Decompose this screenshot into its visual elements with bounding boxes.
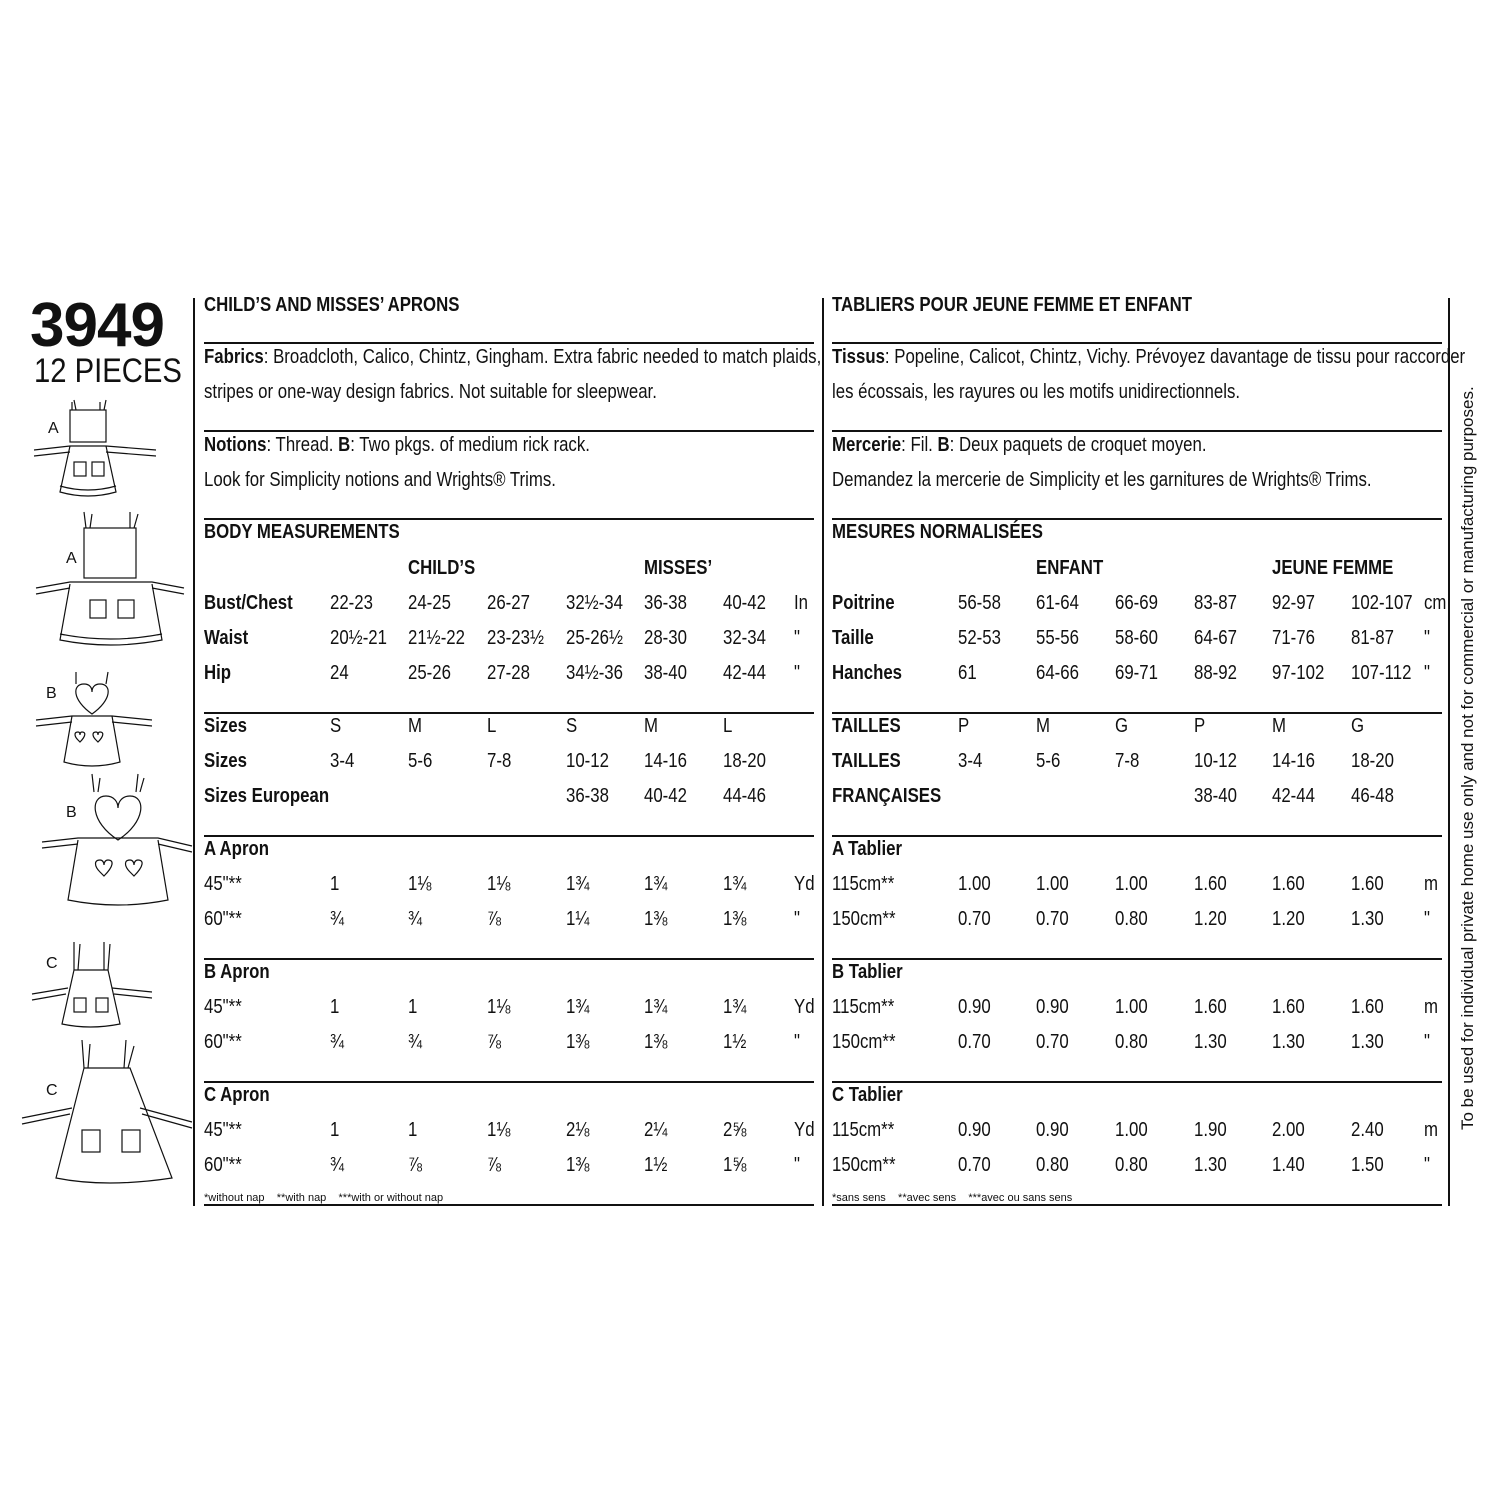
measure-value: 32½-34 — [566, 592, 623, 614]
yardage-value: 1⅛ — [408, 873, 432, 895]
size-label: TAILLES — [832, 750, 901, 772]
yardage-unit: m — [1424, 1119, 1439, 1141]
yardage-value: 1¾ — [644, 996, 668, 1018]
yardage-value: ¾ — [408, 1031, 423, 1053]
size-group-heading: JEUNE FEMME — [1272, 557, 1394, 579]
measure-value: 26-27 — [487, 592, 530, 614]
fabrics-list: : Broadcloth, Calico, Chintz, Gingham. Extra fabric needed to match plaids, — [263, 346, 822, 368]
measure-value: 88-92 — [1194, 662, 1237, 684]
yardage-value: 1 — [330, 873, 340, 895]
fabric-width-label: 60"** — [204, 908, 242, 930]
footnote: *without nap **with nap ***with or without nap — [204, 1192, 444, 1204]
measure-value: 56-58 — [958, 592, 1001, 614]
section-rule — [204, 835, 814, 837]
size-value: L — [723, 715, 733, 737]
measure-value: 61 — [958, 662, 977, 684]
yardage-value: 2.00 — [1272, 1119, 1305, 1141]
yardage-value: 1.00 — [1115, 1119, 1148, 1141]
measure-label: Hanches — [832, 662, 903, 684]
yardage-value: 1⅜ — [644, 1031, 668, 1053]
yardage-unit: Yd — [794, 873, 815, 895]
section-rule — [204, 712, 814, 714]
yardage-value: 0.80 — [1115, 1154, 1148, 1176]
yardage-value: 1¾ — [723, 873, 747, 895]
section-rule — [204, 430, 814, 432]
section-rule — [204, 958, 814, 960]
measure-value: 36-38 — [644, 592, 687, 614]
size-value: M — [1036, 715, 1051, 737]
fabric-width-label: 115cm** — [832, 996, 895, 1018]
size-value: L — [487, 715, 497, 737]
notions-thread: : Fil. — [901, 434, 938, 456]
apron-view-title: B Apron — [204, 961, 270, 983]
fabric-width-label: 150cm** — [832, 908, 896, 930]
measure-unit: " — [794, 662, 800, 684]
yardage-value: 1⅝ — [723, 1154, 747, 1176]
section-title: TABLIERS POUR JEUNE FEMME ET ENFANT — [832, 294, 1192, 316]
yardage-value: 0.80 — [1115, 1031, 1148, 1053]
yardage-value: 1 — [408, 996, 418, 1018]
measure-value: 69-71 — [1115, 662, 1158, 684]
measure-value: 58-60 — [1115, 627, 1158, 649]
measure-value: 97-102 — [1272, 662, 1325, 684]
notions-text — [204, 434, 590, 457]
measure-unit: " — [1424, 662, 1430, 684]
yardage-value: 0.70 — [958, 1154, 991, 1176]
yardage-value: 1.60 — [1351, 996, 1384, 1018]
yardage-value: 1.60 — [1272, 996, 1305, 1018]
section-rule — [832, 958, 1442, 960]
size-value: G — [1115, 715, 1129, 737]
measure-value: 38-40 — [644, 662, 687, 684]
measure-value: 25-26 — [408, 662, 451, 684]
size-value: 18-20 — [1351, 750, 1394, 772]
measure-value: 81-87 — [1351, 627, 1394, 649]
measure-label: Waist — [204, 627, 249, 649]
fabric-width-label: 150cm** — [832, 1031, 896, 1053]
size-value: 10-12 — [566, 750, 609, 772]
yardage-unit: " — [1424, 1154, 1430, 1176]
yardage-value: 1.60 — [1194, 873, 1227, 895]
size-value: P — [1194, 715, 1206, 737]
yardage-value: 1.30 — [1351, 908, 1384, 930]
fabric-width-label: 60"** — [204, 1154, 242, 1176]
apron-b-small-illustration — [32, 670, 182, 775]
yardage-value: ¾ — [408, 908, 423, 930]
yardage-value: 1.60 — [1272, 873, 1305, 895]
yardage-value: 1⅛ — [487, 873, 511, 895]
yardage-unit: " — [794, 1154, 800, 1176]
yardage-value: 1¼ — [566, 908, 590, 930]
yardage-value: ¾ — [330, 1031, 345, 1053]
size-value: 36-38 — [566, 785, 609, 807]
yardage-value: 0.70 — [958, 908, 991, 930]
apron-view-title: A Apron — [204, 838, 270, 860]
notions-thread: : Thread. — [266, 434, 339, 456]
yardage-value: 2.40 — [1351, 1119, 1384, 1141]
fabrics-list: : Popeline, Calicot, Chintz, Vichy. Prévoyez davantage de tissu pour raccorder — [884, 346, 1466, 368]
yardage-unit: m — [1424, 996, 1439, 1018]
size-value: 42-44 — [1272, 785, 1315, 807]
size-value: 46-48 — [1351, 785, 1394, 807]
apron-c-small-illustration — [30, 940, 180, 1030]
size-value: 38-40 — [1194, 785, 1237, 807]
notions-text — [832, 434, 1206, 457]
measure-value: 52-53 — [958, 627, 1001, 649]
size-label: Sizes — [204, 750, 247, 772]
yardage-value: 1.30 — [1194, 1031, 1227, 1053]
section-rule — [832, 342, 1442, 344]
yardage-value: ¾ — [330, 1154, 345, 1176]
notions-view-b: B — [937, 434, 950, 456]
size-label: Sizes — [204, 715, 247, 737]
measure-value: 66-69 — [1115, 592, 1158, 614]
section-rule — [832, 518, 1442, 520]
size-value: G — [1351, 715, 1365, 737]
footnote: *sans sens **avec sens ***avec ou sans sens — [832, 1192, 1073, 1204]
yardage-value: ¾ — [330, 908, 345, 930]
measure-unit: " — [794, 627, 800, 649]
yardage-value: 1.00 — [1115, 873, 1148, 895]
yardage-value: 1.20 — [1194, 908, 1227, 930]
size-value: 3-4 — [958, 750, 983, 772]
yardage-value: 1⅜ — [644, 908, 668, 930]
column-divider — [822, 298, 824, 1206]
size-value: 10-12 — [1194, 750, 1237, 772]
column-divider — [193, 298, 195, 1206]
apron-view-title: C Apron — [204, 1084, 270, 1106]
yardage-value: ⅞ — [408, 1154, 423, 1176]
apron-view-title: C Tablier — [832, 1084, 903, 1106]
yardage-unit: Yd — [794, 996, 815, 1018]
pieces-count: 12 PIECES — [34, 352, 182, 390]
yardage-value: 1 — [330, 1119, 340, 1141]
size-value: P — [958, 715, 970, 737]
size-value: M — [408, 715, 423, 737]
size-group-heading: CHILD’S — [408, 557, 476, 579]
yardage-unit: " — [794, 1031, 800, 1053]
size-group-heading: ENFANT — [1036, 557, 1104, 579]
measure-unit: cm — [1424, 592, 1447, 614]
yardage-value: 1.90 — [1194, 1119, 1227, 1141]
fabrics-text-line2: les écossais, les rayures ou les motifs unidirectionnels. — [832, 381, 1241, 403]
yardage-value: 1½ — [644, 1154, 668, 1176]
view-letter: A — [48, 420, 59, 437]
yardage-value: 1.40 — [1272, 1154, 1305, 1176]
measure-value: 71-76 — [1272, 627, 1315, 649]
yardage-unit: " — [794, 908, 800, 930]
size-value: S — [330, 715, 342, 737]
notions-rickrack: : Deux paquets de croquet moyen. — [949, 434, 1207, 456]
size-value: S — [566, 715, 578, 737]
size-value: 7-8 — [1115, 750, 1140, 772]
notions-label: Notions — [204, 434, 267, 456]
size-value: M — [1272, 715, 1287, 737]
yardage-value: 0.70 — [958, 1031, 991, 1053]
yardage-value: 0.90 — [1036, 996, 1069, 1018]
yardage-value: 0.90 — [958, 996, 991, 1018]
apron-view-title: B Tablier — [832, 961, 903, 983]
yardage-value: 0.70 — [1036, 908, 1069, 930]
size-label: TAILLES — [832, 715, 901, 737]
yardage-unit: Yd — [794, 1119, 815, 1141]
size-value: 3-4 — [330, 750, 355, 772]
view-letter: A — [66, 550, 77, 567]
size-label: Sizes European — [204, 785, 330, 807]
size-value: 14-16 — [1272, 750, 1315, 772]
measure-value: 25-26½ — [566, 627, 623, 649]
measure-value: 24-25 — [408, 592, 451, 614]
yardage-value: 1¾ — [723, 996, 747, 1018]
view-letter: B — [46, 685, 57, 702]
yardage-value: 1.20 — [1272, 908, 1305, 930]
measure-value: 28-30 — [644, 627, 687, 649]
fabric-width-label: 60"** — [204, 1031, 242, 1053]
size-value: 7-8 — [487, 750, 512, 772]
yardage-value: 1 — [330, 996, 340, 1018]
yardage-value: 1¾ — [644, 873, 668, 895]
yardage-value: 1.30 — [1351, 1031, 1384, 1053]
yardage-unit: " — [1424, 908, 1430, 930]
fabrics-text-line2: stripes or one-way design fabrics. Not suitable for sleepwear. — [204, 381, 657, 403]
yardage-value: 0.90 — [1036, 1119, 1069, 1141]
size-group-heading: MISSES’ — [644, 557, 713, 579]
notions-view-b: B — [338, 434, 351, 456]
measure-value: 40-42 — [723, 592, 766, 614]
apron-a-small-illustration — [30, 400, 180, 505]
yardage-value: 1.50 — [1351, 1154, 1384, 1176]
apron-b-large-illustration — [40, 772, 200, 912]
yardage-value: 1.60 — [1194, 996, 1227, 1018]
fabric-width-label: 115cm** — [832, 1119, 895, 1141]
yardage-value: 1.30 — [1272, 1031, 1305, 1053]
apron-c-large-illustration — [22, 1038, 202, 1186]
size-value: 18-20 — [723, 750, 766, 772]
notions-rickrack: : Two pkgs. of medium rick rack. — [350, 434, 590, 456]
measure-value: 34½-36 — [566, 662, 623, 684]
section-rule — [832, 712, 1442, 714]
fabric-width-label: 115cm** — [832, 873, 895, 895]
fabric-width-label: 150cm** — [832, 1154, 896, 1176]
yardage-value: ⅞ — [487, 1031, 502, 1053]
yardage-value: 1.00 — [1115, 996, 1148, 1018]
pattern-number: 3949 — [30, 291, 164, 360]
yardage-unit: m — [1424, 873, 1439, 895]
notions-text-line2: Look for Simplicity notions and Wrights® Trims. — [204, 469, 556, 491]
fabric-width-label: 45"** — [204, 1119, 242, 1141]
measure-value: 20½-21 — [330, 627, 387, 649]
yardage-value: 1¾ — [566, 996, 590, 1018]
section-rule — [204, 1204, 814, 1206]
measure-unit: In — [794, 592, 809, 614]
view-letter: C — [46, 955, 58, 972]
yardage-value: 1.00 — [1036, 873, 1069, 895]
yardage-value: 0.70 — [1036, 1031, 1069, 1053]
size-value: 5-6 — [408, 750, 433, 772]
yardage-value: 0.90 — [958, 1119, 991, 1141]
measure-unit: " — [1424, 627, 1430, 649]
measure-value: 102-107 — [1351, 592, 1413, 614]
size-value: 44-46 — [723, 785, 766, 807]
measure-value: 107-112 — [1351, 662, 1412, 684]
fabrics-text — [832, 346, 1465, 369]
apron-view-title: A Tablier — [832, 838, 903, 860]
section-rule — [832, 1081, 1442, 1083]
measure-value: 83-87 — [1194, 592, 1237, 614]
measure-label: Hip — [204, 662, 232, 684]
section-rule — [832, 430, 1442, 432]
measure-value: 55-56 — [1036, 627, 1079, 649]
measure-value: 21½-22 — [408, 627, 465, 649]
yardage-unit: " — [1424, 1031, 1430, 1053]
fabric-width-label: 45"** — [204, 996, 242, 1018]
section-rule — [204, 1081, 814, 1083]
measure-value: 24 — [330, 662, 349, 684]
yardage-value: ⅞ — [487, 908, 502, 930]
yardage-value: 0.80 — [1115, 908, 1148, 930]
yardage-value: 2⅛ — [566, 1119, 590, 1141]
yardage-value: 0.80 — [1036, 1154, 1069, 1176]
yardage-value: 1⅜ — [723, 908, 747, 930]
yardage-value: 1.00 — [958, 873, 991, 895]
size-value: 14-16 — [644, 750, 687, 772]
fabrics-text — [204, 346, 821, 369]
measure-value: 64-66 — [1036, 662, 1079, 684]
section-rule — [204, 342, 814, 344]
size-label: FRANÇAISES — [832, 785, 942, 807]
usage-disclaimer: To be used for individual private home use only and not for commercial or manufacturing purposes. — [1458, 386, 1477, 1130]
measure-label: Taille — [832, 627, 874, 649]
yardage-value: 1⅛ — [487, 1119, 511, 1141]
yardage-value: 1.60 — [1351, 873, 1384, 895]
measure-value: 32-34 — [723, 627, 766, 649]
body-measurements-heading: MESURES NORMALISÉES — [832, 521, 1043, 543]
section-rule — [832, 1204, 1442, 1206]
yardage-value: 1½ — [723, 1031, 747, 1053]
measure-label: Bust/Chest — [204, 592, 293, 614]
measure-value: 61-64 — [1036, 592, 1079, 614]
size-value: 40-42 — [644, 785, 687, 807]
fabrics-label: Fabrics — [204, 346, 264, 368]
view-letter: C — [46, 1082, 58, 1099]
yardage-value: 2⅝ — [723, 1119, 747, 1141]
yardage-value: 1⅜ — [566, 1154, 590, 1176]
measure-label: Poitrine — [832, 592, 895, 614]
section-rule — [204, 518, 814, 520]
yardage-value: 2¼ — [644, 1119, 668, 1141]
size-value: M — [644, 715, 659, 737]
section-title: CHILD’S AND MISSES’ APRONS — [204, 294, 460, 316]
yardage-value: 1.30 — [1194, 1154, 1227, 1176]
yardage-value: 1 — [408, 1119, 418, 1141]
notions-text-line2: Demandez la mercerie de Simplicity et les garnitures de Wrights® Trims. — [832, 469, 1372, 491]
measure-value: 22-23 — [330, 592, 373, 614]
body-measurements-heading: BODY MEASUREMENTS — [204, 521, 400, 543]
yardage-value: 1⅜ — [566, 1031, 590, 1053]
notions-label: Mercerie — [832, 434, 902, 456]
fabrics-label: Tissus — [832, 346, 885, 368]
section-rule — [832, 835, 1442, 837]
measure-value: 42-44 — [723, 662, 766, 684]
measure-value: 23-23½ — [487, 627, 544, 649]
size-value: 5-6 — [1036, 750, 1061, 772]
measure-value: 64-67 — [1194, 627, 1237, 649]
yardage-value: ⅞ — [487, 1154, 502, 1176]
measure-value: 92-97 — [1272, 592, 1315, 614]
yardage-value: 1⅛ — [487, 996, 511, 1018]
view-letter: B — [66, 804, 77, 821]
column-divider — [1448, 298, 1450, 1206]
yardage-value: 1¾ — [566, 873, 590, 895]
fabric-width-label: 45"** — [204, 873, 242, 895]
apron-a-large-illustration — [34, 510, 194, 650]
measure-value: 27-28 — [487, 662, 530, 684]
